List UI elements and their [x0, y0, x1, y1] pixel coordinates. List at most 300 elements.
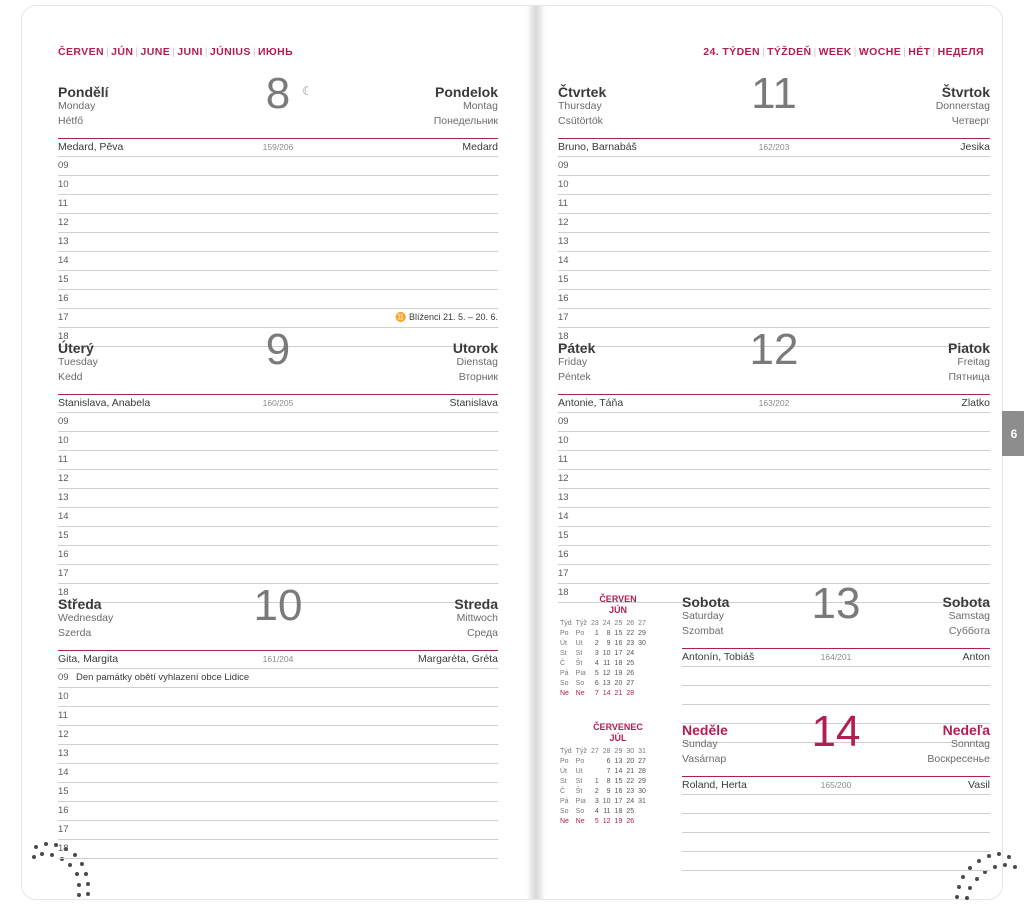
dow-sk: Po: [575, 629, 585, 637]
hour-row[interactable]: [558, 489, 990, 508]
minical-weeknum: 30: [626, 747, 635, 755]
hour-label: 10: [58, 691, 69, 702]
dow-sk: Št: [575, 787, 583, 795]
minical-row: [558, 678, 648, 688]
date-cell: 26: [626, 817, 635, 825]
date-cell: 16: [614, 639, 623, 647]
minical-week-label-cz: Týd: [560, 619, 572, 627]
day-of-year: 162/203: [758, 142, 790, 152]
day-number: 8: [265, 69, 291, 118]
date-cell: 13: [614, 757, 623, 765]
nameday-cz: Roland, Herta: [682, 779, 747, 791]
hour-label: 14: [58, 255, 69, 266]
hour-label: 17: [558, 312, 569, 323]
dow-sk: Pia: [575, 669, 586, 677]
hour-row[interactable]: [58, 707, 498, 726]
month-en: JUNE: [140, 46, 171, 58]
dow-sk: Po: [575, 757, 585, 765]
minical-weeknum: 25: [614, 619, 623, 627]
day-name-hu: Szerda: [58, 627, 92, 639]
hour-row[interactable]: [558, 432, 990, 451]
day-of-year: 164/201: [820, 652, 852, 662]
dow-cz: Út: [560, 767, 567, 775]
month-tab[interactable]: 6: [1002, 411, 1024, 456]
nameday-row: [682, 649, 990, 667]
minical-row: [558, 776, 648, 786]
day-name-cz: Sobota: [682, 594, 730, 610]
hour-label: 15: [558, 274, 569, 285]
date-cell: 7: [606, 767, 611, 775]
date-cell: 12: [602, 817, 611, 825]
date-cell: 8: [606, 777, 611, 785]
hour-label: 13: [558, 492, 569, 503]
hour-row[interactable]: [558, 527, 990, 546]
hour-label: 13: [58, 492, 69, 503]
hour-row[interactable]: [58, 451, 498, 470]
minical-table: [558, 746, 648, 826]
hour-label: 17: [58, 824, 69, 835]
nameday-sk: Zlatko: [961, 397, 990, 409]
day-header: [558, 69, 990, 136]
hour-label: 17: [558, 568, 569, 579]
hour-label: 15: [58, 786, 69, 797]
hour-label: 11: [558, 198, 568, 209]
day-name-sk: Sobota: [942, 594, 990, 610]
hour-label: 14: [58, 511, 69, 522]
hour-row[interactable]: [558, 290, 990, 309]
month-sk: JÚN: [111, 46, 134, 58]
date-cell: 6: [594, 679, 599, 687]
date-cell: 9: [606, 639, 611, 647]
hour-row[interactable]: [58, 527, 498, 546]
date-cell: 22: [626, 777, 635, 785]
day-friday: [558, 325, 990, 603]
nameday-sk: Margaréta, Gréta: [418, 653, 498, 665]
hour-row[interactable]: [58, 290, 498, 309]
date-cell: 27: [638, 757, 646, 765]
month-ru: ИЮНЬ: [257, 46, 294, 58]
date-cell: 18: [614, 807, 623, 815]
hour-label: 11: [58, 454, 68, 465]
hour-row[interactable]: [558, 214, 990, 233]
day-name-hu: Péntek: [558, 371, 591, 383]
date-cell: 31: [638, 797, 646, 805]
hour-label: 15: [558, 530, 569, 541]
date-cell: 6: [606, 757, 611, 765]
hour-row[interactable]: [58, 726, 498, 745]
date-cell: 30: [638, 639, 646, 647]
writing-line[interactable]: [682, 833, 990, 852]
date-cell: 28: [638, 767, 646, 775]
hour-row[interactable]: [58, 489, 498, 508]
day-name-cz: Středa: [58, 596, 102, 612]
date-cell: 29: [638, 777, 646, 785]
hour-row[interactable]: [58, 764, 498, 783]
dow-sk: So: [575, 807, 585, 815]
hour-label: 09: [558, 160, 569, 171]
day-thursday: [558, 69, 990, 347]
hour-label: 12: [58, 729, 69, 740]
hour-row[interactable]: [58, 840, 498, 859]
hour-row[interactable]: [58, 508, 498, 527]
hour-label: 17: [58, 312, 69, 323]
date-cell: [636, 678, 648, 688]
right-page: [540, 6, 1018, 899]
date-cell: 5: [594, 669, 599, 677]
hour-label: 14: [558, 511, 569, 522]
dow-cz: So: [560, 807, 569, 815]
day-of-year: 165/200: [820, 780, 852, 790]
hour-label: 16: [58, 549, 69, 560]
minical-week-label-cz: Týd: [560, 747, 572, 755]
hour-row[interactable]: [58, 413, 498, 432]
hour-row[interactable]: [558, 233, 990, 252]
hour-label: 15: [58, 530, 69, 541]
minical-title-sk: JÚL: [609, 733, 627, 743]
date-cell: [636, 688, 648, 698]
date-cell: 10: [602, 649, 611, 657]
date-cell: 29: [638, 629, 646, 637]
date-cell: 23: [626, 639, 635, 647]
nameday-cz: Bruno, Barnabáš: [558, 141, 637, 153]
hour-label: 14: [58, 767, 69, 778]
date-cell: 21: [614, 689, 623, 697]
hour-row[interactable]: [58, 745, 498, 764]
hour-row[interactable]: [58, 821, 498, 840]
nameday-row: [558, 139, 990, 157]
date-cell: 4: [594, 659, 599, 667]
date-cell: [589, 766, 601, 776]
event-text: Den památky obětí vyhlazení obce Lidice: [76, 672, 250, 683]
day-name-ru: Среда: [467, 627, 498, 639]
day-name-hu: Szombat: [682, 625, 724, 637]
nameday-cz: Antonín, Tobiáš: [682, 651, 755, 663]
date-cell: 4: [594, 807, 599, 815]
hour-row[interactable]: [58, 176, 498, 195]
week-sk: TÝŽDEŇ: [767, 46, 812, 58]
day-name-en: Wednesday: [58, 612, 114, 624]
nameday-row: [58, 651, 498, 669]
day-name-de: Dienstag: [456, 356, 498, 368]
dow-cz: Č: [560, 787, 566, 795]
minical-row: [558, 648, 648, 658]
date-cell: 25: [626, 659, 635, 667]
nameday-sk: Stanislava: [449, 397, 498, 409]
hour-row[interactable]: [558, 413, 990, 432]
minical-row: [558, 786, 648, 796]
minical-row: [558, 638, 648, 648]
date-cell: 14: [602, 689, 611, 697]
hour-label: 11: [58, 710, 68, 721]
day-name-en: Saturday: [682, 610, 725, 622]
date-cell: 3: [594, 797, 599, 805]
day-name-de: Donnerstag: [935, 100, 990, 112]
day-name-de: Mittwoch: [456, 612, 498, 624]
nameday-sk: Medard: [462, 141, 498, 153]
hour-row[interactable]: [58, 546, 498, 565]
hour-row[interactable]: [58, 252, 498, 271]
dow-sk: St: [575, 649, 583, 657]
minical-weeknum: 27: [590, 747, 599, 755]
day-name-sk: Piatok: [947, 340, 990, 356]
day-tuesday: [58, 325, 498, 603]
minical-week-label-sk: Týž: [575, 619, 587, 627]
hour-row[interactable]: [558, 176, 990, 195]
day-name-cz: Pátek: [558, 340, 596, 356]
week-hu: HÉT: [908, 46, 931, 58]
day-name-ru: Четверг: [951, 115, 990, 127]
date-cell: 8: [606, 629, 611, 637]
day-name-de: Montag: [462, 100, 498, 112]
diary-spread: [22, 6, 1018, 899]
day-name-en: Friday: [558, 356, 588, 368]
day-header: [682, 579, 990, 646]
nameday-row: [558, 395, 990, 413]
hour-row[interactable]: [58, 233, 498, 252]
writing-line[interactable]: [682, 667, 990, 686]
dow-cz: Ne: [560, 817, 569, 825]
date-cell: 5: [594, 817, 599, 825]
date-cell: 11: [603, 807, 611, 815]
nameday-cz: Stanislava, Anabela: [58, 397, 151, 409]
dow-cz: Pá: [560, 669, 569, 677]
minical-title-cz: ČERVENEC: [593, 722, 643, 732]
writing-line[interactable]: [682, 795, 990, 814]
date-cell: 12: [602, 669, 611, 677]
mini-calendar-july: [558, 722, 678, 826]
minical-title-sk: JÚN: [608, 605, 627, 615]
minical-week-label-sk: Týž: [575, 747, 587, 755]
minical-row: [558, 668, 648, 678]
writing-line[interactable]: [682, 814, 990, 833]
date-cell: 2: [594, 639, 599, 647]
dow-sk: Ut: [575, 639, 583, 647]
day-name-en: Thursday: [558, 100, 602, 112]
dow-sk: Ne: [575, 689, 585, 697]
minical-weeknum: 24: [602, 619, 611, 627]
minical-header-row: [558, 618, 648, 628]
minical-row: [558, 796, 648, 806]
minical-weeknum: 27: [638, 619, 646, 627]
date-cell: 20: [614, 679, 623, 687]
day-name-cz: Čtvrtek: [558, 84, 607, 100]
date-cell: 9: [606, 787, 611, 795]
date-cell: 15: [614, 629, 623, 637]
writing-lines[interactable]: [682, 795, 990, 871]
day-name-ru: Пятница: [948, 371, 990, 383]
nameday-sk: Anton: [962, 651, 990, 663]
hour-row[interactable]: [58, 271, 498, 290]
hour-row[interactable]: [58, 802, 498, 821]
hour-row[interactable]: [558, 451, 990, 470]
day-name-hu: Csütörtök: [558, 115, 603, 127]
day-header: [58, 69, 498, 136]
nameday-sk: Jesika: [960, 141, 990, 153]
day-of-year: 160/205: [262, 398, 294, 408]
day-of-year: 163/202: [758, 398, 790, 408]
minical-weeknum: 26: [626, 619, 635, 627]
hour-label: 13: [558, 236, 569, 247]
hour-label: 16: [58, 805, 69, 816]
day-name-cz: Úterý: [58, 340, 94, 356]
minical-row: [558, 766, 648, 776]
hour-row-event[interactable]: [58, 669, 498, 688]
dow-sk: Pia: [575, 797, 586, 805]
date-cell: 25: [626, 807, 635, 815]
hour-label: 16: [58, 293, 69, 304]
date-cell: 30: [638, 787, 646, 795]
day-name-en: Monday: [58, 100, 96, 112]
date-cell: 15: [614, 777, 623, 785]
dow-sk: Št: [575, 659, 583, 667]
hour-label: 15: [58, 274, 69, 285]
hour-row[interactable]: [58, 470, 498, 489]
date-cell: 27: [626, 679, 635, 687]
dow-cz: Č: [560, 659, 566, 667]
day-name-sk: Pondelok: [434, 84, 498, 100]
day-name-sk: Utorok: [452, 340, 498, 356]
hour-label: 09: [58, 672, 69, 683]
date-cell: [589, 756, 601, 766]
day-name-ru: Вторник: [458, 371, 498, 383]
hour-label: 12: [58, 217, 69, 228]
minical-row: [558, 806, 648, 816]
minical-title-cz: ČERVEN: [599, 594, 637, 604]
date-cell: [636, 658, 648, 668]
mini-calendar-june: [558, 594, 678, 698]
hour-row[interactable]: [558, 565, 990, 584]
hour-row[interactable]: [58, 214, 498, 233]
dow-cz: Po: [560, 757, 569, 765]
hour-label: 16: [558, 293, 569, 304]
minical-weeknum: 23: [590, 619, 599, 627]
minical-row: [558, 688, 648, 698]
hour-row[interactable]: [558, 157, 990, 176]
day-name-en: Sunday: [682, 738, 718, 750]
dow-cz: Ne: [560, 689, 569, 697]
hour-label: 17: [58, 568, 69, 579]
hour-row[interactable]: [58, 432, 498, 451]
dow-cz: St: [560, 777, 567, 785]
hour-label: 11: [58, 198, 68, 209]
dow-sk: So: [575, 679, 585, 687]
minical-table: [558, 618, 648, 698]
date-cell: 19: [614, 817, 623, 825]
hour-row[interactable]: [558, 470, 990, 489]
hour-label: 18: [558, 587, 569, 598]
day-name-de: Freitag: [957, 356, 990, 368]
day-number: 11: [751, 69, 797, 118]
hour-label: 13: [58, 748, 69, 759]
week-header: 24. TÝDEN | TÝŽDEŇ | WEEK | WOCHE | HÉT | НЕДЕЛЯ: [703, 46, 984, 58]
day-of-year: 159/206: [262, 142, 294, 152]
date-cell: 26: [626, 669, 635, 677]
nameday-row: [58, 395, 498, 413]
day-name-cz: Pondělí: [58, 84, 109, 100]
hour-row[interactable]: [58, 157, 498, 176]
day-name-ru: Воскресенье: [927, 753, 990, 765]
left-page: [22, 6, 528, 899]
dow-cz: Pá: [560, 797, 569, 805]
hour-label: 14: [558, 255, 569, 266]
day-name-hu: Vasárnap: [682, 753, 727, 765]
hour-row[interactable]: [558, 508, 990, 527]
day-name-sk: Štvrtok: [941, 84, 990, 100]
minical-row: [558, 816, 648, 826]
week-en: WEEK: [818, 46, 852, 58]
day-header: [682, 707, 990, 774]
minical-row: [558, 756, 648, 766]
hour-row[interactable]: [558, 271, 990, 290]
date-cell: 24: [626, 649, 635, 657]
date-cell: 1: [594, 777, 599, 785]
week-de: WOCHE: [858, 46, 902, 58]
hour-label: 10: [558, 179, 569, 190]
hour-label: 16: [558, 549, 569, 560]
day-of-year: 161/204: [262, 654, 294, 664]
day-name-sk: Nedeľa: [942, 722, 990, 738]
minical-weeknum: 31: [638, 747, 646, 755]
hour-row[interactable]: [558, 195, 990, 214]
writing-line[interactable]: [682, 686, 990, 705]
hour-row[interactable]: [558, 546, 990, 565]
day-name-hu: Hétfő: [58, 115, 84, 127]
zodiac-note: ♊ Blíženci 21. 5. – 20. 6.: [395, 312, 498, 322]
nameday-row: [682, 777, 990, 795]
dow-cz: Út: [560, 639, 567, 647]
month-cz: ČERVEN: [58, 46, 104, 58]
hour-label: 12: [558, 217, 569, 228]
dow-cz: St: [560, 649, 567, 657]
week-ru: НЕДЕЛЯ: [937, 46, 984, 58]
hour-row[interactable]: [58, 688, 498, 707]
hour-label: 12: [58, 473, 69, 484]
dow-sk: Ut: [575, 767, 583, 775]
hour-label: 10: [558, 435, 569, 446]
day-name-hu: Kedd: [58, 371, 83, 383]
nameday-cz: Medard, Pěva: [58, 141, 124, 153]
hour-label: 18: [558, 331, 569, 342]
hour-row[interactable]: [558, 252, 990, 271]
month-hu: JÚNIUS: [209, 46, 251, 58]
date-cell: 28: [626, 689, 635, 697]
day-name-ru: Суббота: [948, 625, 990, 637]
minical-row: [558, 658, 648, 668]
date-cell: 19: [614, 669, 623, 677]
minical-weeknum: 28: [602, 747, 611, 755]
writing-line[interactable]: [682, 852, 990, 871]
hour-label: 18: [58, 843, 69, 854]
date-cell: 2: [594, 787, 599, 795]
hour-label: 12: [558, 473, 569, 484]
date-cell: 20: [626, 757, 635, 765]
day-name-en: Tuesday: [58, 356, 98, 368]
nameday-cz: Gita, Margita: [58, 653, 119, 665]
hour-label: 13: [58, 236, 69, 247]
hour-label: 11: [558, 454, 568, 465]
hour-row[interactable]: [58, 195, 498, 214]
hour-label: 18: [58, 587, 69, 598]
day-name-de: Samstag: [948, 610, 990, 622]
date-cell: 10: [602, 797, 611, 805]
hour-label: 09: [558, 416, 569, 427]
month-header: ČERVEN | JÚN | JUNE | JUNI | JÚNIUS | ИЮНЬ: [58, 46, 294, 58]
day-number: 10: [253, 581, 303, 630]
week-cz: 24. TÝDEN: [703, 46, 760, 58]
date-cell: 23: [626, 787, 635, 795]
hour-label: 09: [58, 416, 69, 427]
hour-row[interactable]: [58, 783, 498, 802]
